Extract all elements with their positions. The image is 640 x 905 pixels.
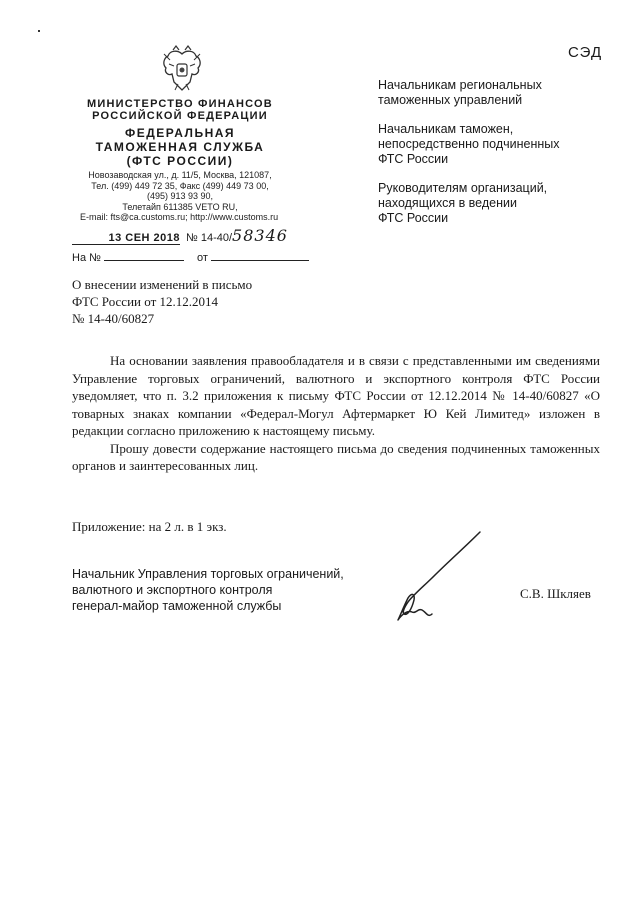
signer-name: С.В. Шкляев <box>520 586 591 601</box>
coat-of-arms-icon <box>160 44 204 94</box>
contact-block <box>60 170 300 223</box>
email-web-line: E-mail: fts@ca.customs.ru; http://www.customs.ru <box>80 212 279 222</box>
addressee-group: Начальникам региональных таможенных управлений <box>378 78 542 107</box>
teletype-line: Телетайп 611385 VETO RU, <box>122 201 238 212</box>
reference-line <box>72 250 309 264</box>
ref-from-label: от <box>197 252 208 264</box>
addressee-group: Руководителям организаций, находящихся в ведении ФТС России <box>378 181 548 225</box>
handwritten-number: 58346 <box>232 226 288 245</box>
letter-body <box>72 352 600 475</box>
phone-line: (495) 913 93 90, <box>146 191 214 201</box>
ref-number-blank <box>104 250 184 261</box>
signatory-title: Начальник Управления торговых ограничений, валютного и экспортного контроля генерал-майор таможенной службы <box>72 567 344 613</box>
body-paragraph: На основании заявления правообладателя и в связи с представленными им сведениями Управление торговых ограничений, валютного и экспортного контроля ФТС России уведомляет, что п. 3.2 приложения к письму ФТС России от 12.12.2014 № 14-40/60827 «О товарных знаках компании «Федерал-Могул Афтермаркет Ю Кей Лимитед» изложен в редакции согласно приложению к настоящему письму. <box>72 353 600 438</box>
address-line: Новозаводская ул., д. 11/5, Москва, 121087, <box>88 170 272 180</box>
addressees-block <box>378 78 618 240</box>
addressee-group: Начальникам таможен, непосредственно подчиненных ФТС России <box>378 122 560 166</box>
body-paragraph: Прошу довести содержание настоящего письма до сведения подчиненных таможенных органов и заинтересованных лиц. <box>72 440 600 473</box>
date-stamp: 13 СЕН 2018 <box>72 232 180 245</box>
phone-fax-line: Тел. (499) 449 72 35, Факс (499) 449 73 00, <box>91 180 269 191</box>
ref-label: На № <box>72 252 101 264</box>
sed-mark: СЭД <box>568 44 603 61</box>
handwritten-signature <box>388 528 488 624</box>
attachment-note: Приложение: на 2 л. в 1 экз. <box>72 519 227 534</box>
ref-date-blank <box>211 250 309 261</box>
scan-speck <box>38 30 40 32</box>
ministry-name: МИНИСТЕРСТВО ФИНАНСОВ РОССИЙСКОЙ ФЕДЕРАЦИИ <box>87 98 273 122</box>
number-prefix: № 14-40/ <box>186 232 233 244</box>
service-name: ФЕДЕРАЛЬНАЯ ТАМОЖЕННАЯ СЛУЖБА (ФТС РОССИИ) <box>95 126 265 168</box>
outgoing-date-number <box>72 226 288 245</box>
letter-subject: О внесении изменений в письмо ФТС России от 12.12.2014 № 14-40/60827 <box>72 277 253 326</box>
